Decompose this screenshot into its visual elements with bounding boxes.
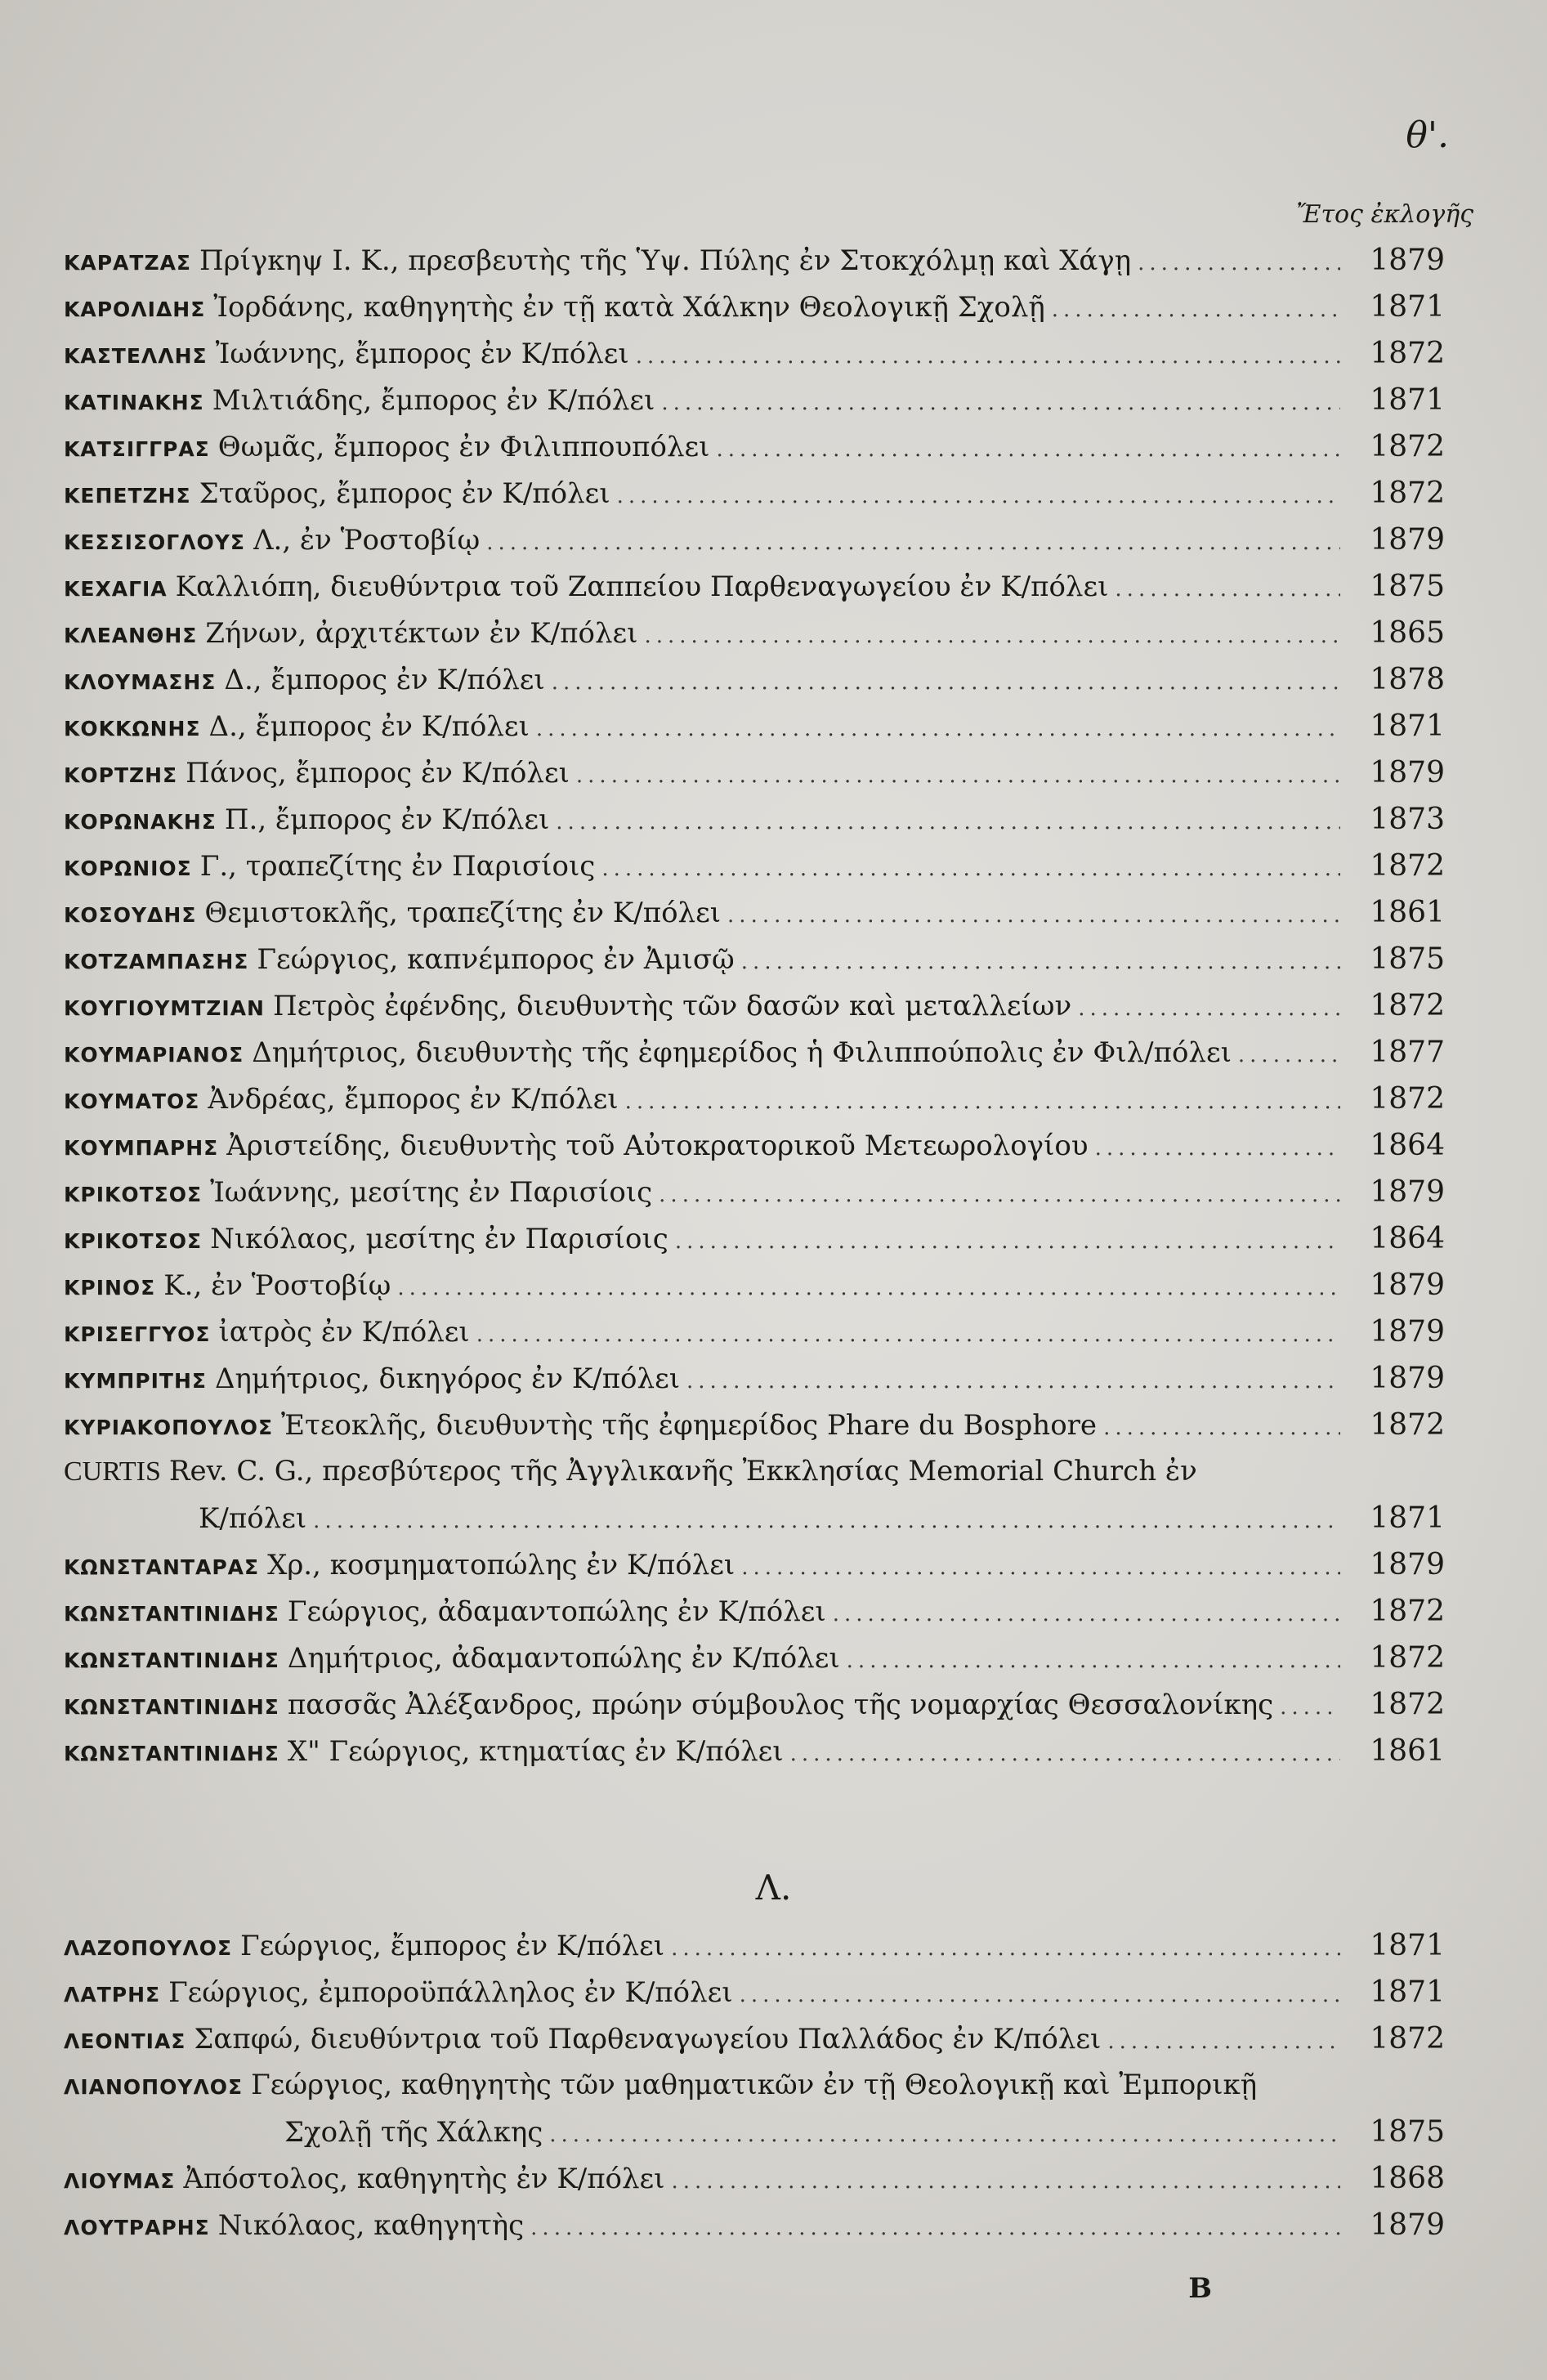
- entry-description: Ζήνων, ἀρχιτέκτων ἐν Κ/πόλει: [205, 617, 638, 650]
- entry-description: Δημήτριος, ἀδαμαντοπώλης ἐν Κ/πόλει: [287, 1642, 840, 1675]
- entry-year: 1872: [1370, 1688, 1445, 1721]
- entry-description: Δημήτριος, δικηγόρος ἐν Κ/πόλει: [214, 1362, 681, 1395]
- list-item: [64, 756, 1445, 803]
- entry-year: 1864: [1370, 1222, 1445, 1255]
- list-item: [64, 1129, 1445, 1175]
- entry-description: Δ., ἔμπορος ἐν Κ/πόλει: [208, 710, 530, 743]
- leader-dots: [644, 624, 1340, 648]
- list-item: [64, 709, 1445, 756]
- list-item: [64, 570, 1445, 616]
- entry-year: 1872: [1370, 989, 1445, 1022]
- page-number: θ'.: [1406, 114, 1449, 156]
- entry-year: 1875: [1370, 570, 1445, 603]
- entry-year: 1872: [1370, 1082, 1445, 1116]
- list-item: [64, 290, 1445, 337]
- entry-year: 1871: [1370, 383, 1445, 417]
- leader-dots: [601, 857, 1340, 881]
- entry-surname: ΚΩΝΣΤΑΝΤΙΝΙΔΗΣ: [64, 1602, 279, 1626]
- leader-dots: [636, 344, 1340, 369]
- entry-surname: ΚΟΣΟΥΔΗΣ: [64, 903, 197, 927]
- list-item: [64, 1641, 1445, 1688]
- entry-description: Ἰορδάνης, καθηγητὴς ἐν τῇ κατὰ Χάλκην Θεολογικῇ Σχολῇ: [213, 291, 1045, 324]
- list-item: [64, 523, 1445, 570]
- list-item: [64, 337, 1445, 383]
- entry-year: 1861: [1370, 1734, 1445, 1768]
- leader-dots: [313, 1509, 1340, 1533]
- entry-surname: ΛΟΥΤΡΑΡΗΣ: [64, 2216, 210, 2239]
- entry-surname: ΚΕΧΑΓΙΑ: [64, 577, 168, 601]
- entry-surname: ΚΡΙΚΟΤΣΟΣ: [64, 1229, 203, 1253]
- leader-dots: [552, 670, 1340, 695]
- entry-surname: ΚΟΥΜΑΡΙΑΝΟΣ: [64, 1043, 244, 1067]
- entry-surname: ΚΛΟΥΜΑΣΗΣ: [64, 670, 217, 694]
- l-entries-list: [64, 1929, 1445, 2255]
- list-item: [64, 803, 1445, 849]
- entry-year: 1871: [1370, 1929, 1445, 1962]
- leader-dots: [1280, 1695, 1340, 1720]
- signature-mark: Β: [1188, 2272, 1212, 2305]
- leader-dots: [741, 1555, 1340, 1580]
- leader-dots: [549, 2123, 1340, 2147]
- entry-continuation-line: [64, 2115, 1445, 2162]
- entry-description: Γεώργιος, ἐμποροϋπάλληλος ἐν Κ/πόλει: [168, 1976, 733, 2009]
- entry-year: 1875: [1370, 2115, 1445, 2149]
- leader-dots: [556, 810, 1340, 834]
- leader-dots: [659, 1183, 1340, 1207]
- entry-description: Καλλιόπη, διευθύντρια τοῦ Ζαππείου Παρθεναγωγείου ἐν Κ/πόλει: [175, 570, 1109, 603]
- entry-year: 1864: [1370, 1129, 1445, 1162]
- entry-year: 1872: [1370, 476, 1445, 510]
- entry-first-line: [64, 1455, 1445, 1501]
- entry-description: Πρίγκηψ Ι. Κ., πρεσβευτὴς τῆς Ὑψ. Πύλης ἐν Στοκχόλμῃ καὶ Χάγῃ: [199, 244, 1132, 277]
- entry-year: 1872: [1370, 1641, 1445, 1675]
- list-item: [64, 1595, 1445, 1641]
- leader-dots: [741, 950, 1340, 974]
- entry-description: Χ" Γεώργιος, κτηματίας ἐν Κ/πόλει: [287, 1735, 784, 1768]
- entry-surname: ΚΩΝΣΤΑΝΤΙΝΙΔΗΣ: [64, 1695, 279, 1719]
- entry-description: Ἀπόστολος, καθηγητὴς ἐν Κ/πόλει: [183, 2163, 665, 2195]
- entry-first-line: [64, 2069, 1445, 2115]
- entry-surname: ΚΕΣΣΙΣΟΓΛΟΥΣ: [64, 530, 245, 554]
- leader-dots: [486, 530, 1340, 555]
- list-item: [64, 1688, 1445, 1734]
- entry-description: Κ., ἐν Ῥοστοβίῳ: [163, 1269, 391, 1302]
- entry-surname: ΛΙΟΥΜΑΣ: [64, 2169, 176, 2193]
- entry-surname: ΚΛΕΑΝΘΗΣ: [64, 624, 198, 647]
- entry-description: Δημήτριος, διευθυντὴς τῆς ἐφημερίδος ἡ Φιλιππούπολις ἐν Φιλ/πόλει: [252, 1036, 1232, 1069]
- entry-surname: ΛΕΟΝΤΙΑΣ: [64, 2029, 186, 2053]
- list-item: [64, 1268, 1445, 1315]
- list-item: [64, 476, 1445, 523]
- entry-year: 1872: [1370, 2022, 1445, 2056]
- leader-dots: [1052, 298, 1340, 322]
- entry-year: 1879: [1370, 523, 1445, 557]
- entry-surname: ΚΡΙΝΟΣ: [64, 1276, 156, 1300]
- entry-description: Μιλτιάδης, ἔμπορος ἐν Κ/πόλει: [212, 384, 655, 417]
- entry-year: 1871: [1370, 1975, 1445, 2009]
- entry-description: Γεώργιος, καπνέμπορος ἐν Ἀμισῷ: [257, 943, 735, 976]
- leader-dots: [397, 1276, 1340, 1300]
- leader-dots: [1138, 251, 1340, 275]
- entry-year: 1873: [1370, 803, 1445, 836]
- leader-dots: [476, 1322, 1340, 1347]
- entry-surname: ΚΑΡΑΤΖΑΣ: [64, 251, 191, 275]
- list-item: [64, 1036, 1445, 1082]
- entry-surname: ΚΟΡΤΖΗΣ: [64, 763, 178, 787]
- entry-description: Νικόλαος, μεσίτης ἐν Παρισίοις: [210, 1223, 668, 1255]
- leader-dots: [625, 1089, 1340, 1114]
- entry-surname: ΚΥΜΠΡΙΤΗΣ: [64, 1369, 207, 1393]
- list-item: [64, 989, 1445, 1036]
- entry-year: 1879: [1370, 1175, 1445, 1209]
- entry-surname: ΚΟΤΖΑΜΠΑΣΗΣ: [64, 950, 249, 973]
- leader-dots: [1115, 577, 1340, 602]
- list-item: [64, 896, 1445, 942]
- list-item: [64, 1975, 1445, 2022]
- entry-year: 1875: [1370, 942, 1445, 976]
- k-entries-list: [64, 244, 1445, 1781]
- leader-dots: [617, 484, 1340, 508]
- entry-description: Θεμιστοκλῆς, τραπεζίτης ἐν Κ/πόλει: [204, 897, 722, 929]
- list-item: [64, 2208, 1445, 2255]
- entry-description: Σαπφώ, διευθύντρια τοῦ Παρθεναγωγείου Παλλάδος ἐν Κ/πόλει: [194, 2023, 1102, 2056]
- entry-description: ἰατρὸς ἐν Κ/πόλει: [218, 1316, 470, 1349]
- entry-surname: ΚΥΡΙΑΚΟΠΟΥΛΟΣ: [64, 1416, 274, 1439]
- leader-dots: [727, 903, 1340, 928]
- list-item: [64, 430, 1445, 476]
- entry-description: Ἰωάννης, ἔμπορος ἐν Κ/πόλει: [215, 338, 629, 370]
- list-item: [64, 1315, 1445, 1362]
- entry-surname: ΚΟΡΩΝΑΚΗΣ: [64, 810, 217, 834]
- entry-year: 1877: [1370, 1036, 1445, 1069]
- section-heading-lambda: Λ.: [755, 1868, 792, 1908]
- entry-surname: ΚΟΥΓΙΟΥΜΤΖΙΑΝ: [64, 996, 265, 1020]
- leader-dots: [1238, 1043, 1340, 1067]
- entry-description: Γεώργιος, ἀδαμαντοπώλης ἐν Κ/πόλει: [287, 1595, 826, 1628]
- leader-dots: [740, 1983, 1340, 2007]
- entry-surname: ΚΟΥΜΑΤΟΣ: [64, 1089, 200, 1113]
- entry-year: 1871: [1370, 290, 1445, 324]
- entry-surname: ΛΑΤΡΗΣ: [64, 1983, 161, 2006]
- leader-dots: [790, 1742, 1340, 1766]
- entry-description: Θωμᾶς, ἔμπορος ἐν Φιλιππουπόλει: [217, 431, 710, 463]
- leader-dots: [576, 763, 1340, 788]
- entry-description: Ἀνδρέας, ἔμπορος ἐν Κ/πόλει: [208, 1083, 619, 1116]
- list-item: [64, 942, 1445, 989]
- entry-year: 1879: [1370, 1548, 1445, 1581]
- entry-description: Γ., τραπεζίτης ἐν Παρισίοις: [199, 850, 596, 883]
- entry-surname: ΚΩΝΣΤΑΝΤΙΝΙΔΗΣ: [64, 1649, 279, 1672]
- list-item-curtis: [64, 1455, 1445, 1548]
- leader-dots: [536, 717, 1340, 741]
- leader-dots: [675, 1229, 1340, 1254]
- list-item: [64, 663, 1445, 709]
- entry-description: Χρ., κοσμηματοπώλης ἐν Κ/πόλει: [267, 1549, 735, 1581]
- entry-description: Λ., ἐν Ῥοστοβίῳ: [253, 524, 481, 557]
- list-item: [64, 1929, 1445, 1975]
- entry-year: 1865: [1370, 616, 1445, 650]
- list-item: [64, 383, 1445, 430]
- entry-description: πασσᾶς Ἀλέξανδρος, πρώην σύμβουλος τῆς νομαρχίας Θεσσαλονίκης: [287, 1689, 1274, 1721]
- entry-description: Πετρὸς ἐφένδης, διευθυντὴς τῶν δασῶν καὶ μεταλλείων: [272, 990, 1072, 1022]
- entry-year: 1879: [1370, 244, 1445, 277]
- entry-description: Ἀριστείδης, διευθυντὴς τοῦ Αὐτοκρατορικοῦ Μετεωρολογίου: [226, 1130, 1089, 1162]
- entry-surname: ΚΕΠΕΤΖΗΣ: [64, 484, 191, 508]
- leader-dots: [1103, 1416, 1340, 1440]
- list-item-lianopoulos: [64, 2069, 1445, 2162]
- year-column-header: Ἔτος ἐκλογῆς: [1296, 200, 1473, 229]
- entry-surname: ΚΟΚΚΩΝΗΣ: [64, 717, 201, 740]
- list-item: [64, 1408, 1445, 1455]
- entry-year: 1868: [1370, 2162, 1445, 2195]
- entry-surname: ΚΑΤΙΝΑΚΗΣ: [64, 391, 204, 414]
- leader-dots: [717, 437, 1341, 462]
- entry-year: 1872: [1370, 430, 1445, 463]
- entry-surname: ΚΩΝΣΤΑΝΤΑΡΑΣ: [64, 1555, 260, 1579]
- entry-continuation-line: [64, 1501, 1445, 1548]
- entry-year: 1872: [1370, 1595, 1445, 1628]
- list-item: [64, 1082, 1445, 1129]
- entry-description: Πάνος, ἔμπορος ἐν Κ/πόλει: [186, 757, 570, 790]
- leader-dots: [833, 1602, 1340, 1626]
- list-item: [64, 849, 1445, 896]
- entry-surname: ΛΙΑΝΟΠΟΥΛΟΣ: [64, 2075, 244, 2099]
- entry-surname: ΚΑΡΟΛΙΔΗΣ: [64, 298, 206, 321]
- entry-year: 1878: [1370, 663, 1445, 696]
- entry-surname: ΚΑΤΣΙΓΓΡΑΣ: [64, 437, 210, 461]
- entry-surname: ΚΟΡΩΝΙΟΣ: [64, 857, 192, 880]
- list-item: [64, 2162, 1445, 2208]
- list-item: [64, 616, 1445, 663]
- list-item: [64, 1222, 1445, 1268]
- leader-dots: [686, 1369, 1340, 1394]
- list-item: [64, 244, 1445, 290]
- leader-dots: [671, 1936, 1340, 1961]
- leader-dots: [1078, 996, 1340, 1021]
- list-item: [64, 1175, 1445, 1222]
- entry-surname: ΚΑΣΤΕΛΛΗΣ: [64, 344, 208, 368]
- entry-year: 1879: [1370, 1315, 1445, 1349]
- leader-dots: [530, 2216, 1340, 2240]
- entry-year: 1871: [1370, 709, 1445, 743]
- entry-description: Ἰωάννης, μεσίτης ἐν Παρισίοις: [210, 1176, 653, 1209]
- entry-year: 1879: [1370, 1268, 1445, 1302]
- entry-description: Νικόλαος, καθηγητὴς: [217, 2209, 525, 2242]
- entry-description: Γεώργιος, ἔμπορος ἐν Κ/πόλει: [240, 1930, 665, 1962]
- entry-year: 1879: [1370, 1362, 1445, 1395]
- entry-description: Γεώργιος, καθηγητὴς τῶν μαθηματικῶν ἐν τῇ Θεολογικῇ καὶ Ἐμπορικῇ: [251, 2069, 1258, 2101]
- leader-dots: [661, 391, 1340, 415]
- leader-dots: [1107, 2029, 1340, 2054]
- entry-surname: ΚΡΙΚΟΤΣΟΣ: [64, 1183, 203, 1206]
- leader-dots: [847, 1649, 1340, 1673]
- entry-year: 1879: [1370, 756, 1445, 790]
- entry-year: 1872: [1370, 337, 1445, 370]
- list-item: [64, 1548, 1445, 1595]
- entry-surname: ΚΟΥΜΠΑΡΗΣ: [64, 1136, 219, 1160]
- list-item: [64, 1734, 1445, 1781]
- entry-surname: ΛΑΖΟΠΟΥΛΟΣ: [64, 1936, 233, 1960]
- entry-description: Ἐτεοκλῆς, διευθυντὴς τῆς ἐφημερίδος Phare du Bosphore: [281, 1409, 1098, 1442]
- entry-year: 1861: [1370, 896, 1445, 929]
- entry-year: 1872: [1370, 1408, 1445, 1442]
- entry-year: 1871: [1370, 1501, 1445, 1535]
- entry-description: Π., ἔμπορος ἐν Κ/πόλει: [224, 803, 550, 836]
- entry-description: Rev. C. G., πρεσβύτερος τῆς Ἀγγλικανῆς Ἐκκλησίας Memorial Church ἐν: [168, 1455, 1197, 1488]
- entry-description: Σταῦρος, ἔμπορος ἐν Κ/πόλει: [199, 477, 610, 510]
- leader-dots: [1095, 1136, 1340, 1161]
- entry-year: 1872: [1370, 849, 1445, 883]
- entry-surname: ΚΩΝΣΤΑΝΤΙΝΙΔΗΣ: [64, 1742, 279, 1765]
- entry-description-continued: Κ/πόλει: [199, 1502, 307, 1535]
- list-item: [64, 1362, 1445, 1408]
- entry-surname: CURTIS: [64, 1456, 161, 1487]
- entry-year: 1879: [1370, 2208, 1445, 2242]
- entry-description: Δ., ἔμπορος ἐν Κ/πόλει: [224, 664, 545, 696]
- list-item: [64, 2022, 1445, 2069]
- entry-surname: ΚΡΙΣΕΓΓΥΟΣ: [64, 1322, 211, 1346]
- entry-description-continued: Σχολῇ τῆς Χάλκης: [284, 2116, 543, 2149]
- leader-dots: [672, 2169, 1340, 2194]
